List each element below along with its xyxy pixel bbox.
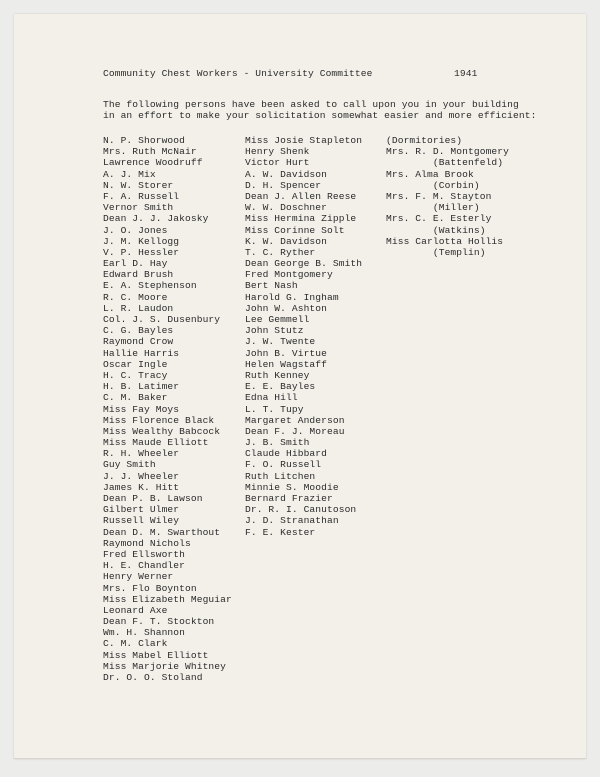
name-entry: Lee Gemmell (245, 314, 310, 325)
name-entry: W. W. Doschner (245, 202, 328, 214)
name-entry: Dean F. T. Stockton (103, 616, 215, 628)
name-entry: T. C. Ryther (245, 246, 316, 258)
name-entry: Miss Carlotta Hollis (386, 235, 504, 247)
name-entry: Henry Shenk (245, 146, 310, 158)
name-entry: Leonard Axe (103, 604, 168, 616)
name-entry: F. E. Kester (245, 526, 316, 538)
name-entry: Mrs. R. D. Montgomery (386, 146, 510, 158)
name-entry: Harold G. Ingham (245, 291, 339, 303)
name-entry: Gilbert Ulmer (103, 504, 180, 516)
name-entry: (Templin) (386, 246, 486, 258)
document-page (14, 14, 586, 759)
name-entry: Dean J. Allen Reese (245, 190, 357, 202)
name-entry: D. H. Spencer (245, 179, 322, 191)
name-entry: Margaret Anderson (245, 414, 345, 426)
name-entry: L. T. Tupy (245, 403, 304, 415)
name-entry: Dean George B. Smith (245, 258, 363, 270)
name-entry: Ruth Litchen (245, 470, 316, 482)
name-entry: Miss Maude Elliott (103, 437, 209, 449)
name-entry: (Dormitories) (386, 135, 463, 146)
name-entry: Mrs. F. M. Stayton (386, 190, 492, 202)
intro-line: The following persons have been asked to call upon you in your building (103, 99, 519, 110)
name-entry: C. M. Baker (103, 392, 168, 404)
name-entry: J. B. Smith (245, 437, 310, 449)
name-entry: Minnie S. Moodie (245, 481, 339, 493)
name-entry: Lawrence Woodruff (103, 157, 203, 169)
name-entry: Miss Hermina Zipple (245, 213, 357, 225)
document-year: 1941 (454, 68, 478, 79)
name-entry: Hallie Harris (103, 347, 180, 359)
name-entry: Dean P. B. Lawson (103, 493, 203, 504)
name-entry: Henry Werner (103, 571, 174, 583)
name-entry: A. W. Davidson (245, 168, 328, 180)
name-entry: John B. Virtue (245, 347, 328, 359)
name-entry: J. W. Twente (245, 336, 316, 348)
name-entry: N. P. Shorwood (103, 135, 186, 146)
name-entry: K. W. Davidson (245, 235, 328, 247)
name-entry: Victor Hurt (245, 157, 310, 169)
name-entry: Miss Corinne Solt (245, 224, 345, 236)
name-entry: Dean F. J. Moreau (245, 425, 345, 437)
name-entry: John W. Ashton (245, 302, 328, 314)
name-entry: Claude Hibbard (245, 448, 328, 460)
name-entry: R. H. Wheeler (103, 448, 180, 460)
name-entry: Guy Smith (103, 459, 156, 471)
name-entry: Col. J. S. Dusenbury (103, 314, 221, 325)
name-entry: H. C. Tracy (103, 369, 168, 381)
document-header: Community Chest Workers - University Committee (103, 68, 373, 79)
name-entry: F. A. Russell (103, 190, 180, 202)
name-entry: Miss Mabel Elliott (103, 649, 209, 661)
name-entry: James K. Hitt (103, 481, 180, 493)
name-entry: H. B. Latimer (103, 381, 180, 393)
name-entry: Miss Fay Moys (103, 403, 180, 415)
name-entry: Dr. O. O. Stoland (103, 672, 203, 683)
name-entry: Earl D. Hay (103, 258, 168, 270)
name-entry: E. E. Bayles (245, 381, 316, 393)
name-column-3 (386, 135, 509, 258)
name-entry: Mrs. Ruth McNair (103, 146, 197, 158)
name-entry: C. G. Bayles (103, 325, 174, 337)
name-entry: Mrs. C. E. Esterly (386, 213, 492, 225)
name-entry: Dean D. M. Swarthout (103, 526, 221, 538)
name-entry: (Corbin) (386, 179, 480, 191)
name-entry: E. A. Stephenson (103, 280, 197, 292)
name-entry: Miss Wealthy Babcock (103, 425, 221, 437)
name-entry: J. J. Wheeler (103, 470, 180, 482)
name-entry: J. M. Kellogg (103, 235, 180, 247)
name-entry: Fred Ellsworth (103, 548, 186, 560)
name-entry: Helen Wagstaff (245, 358, 328, 370)
name-entry: Miss Elizabeth Meguiar (103, 593, 232, 605)
name-entry: Raymond Nichols (103, 537, 191, 549)
name-entry: V. P. Hessler (103, 246, 180, 258)
name-column-2 (245, 135, 362, 538)
name-entry: (Watkins) (386, 224, 486, 236)
name-entry: L. R. Laudon (103, 302, 174, 314)
name-entry: Dean J. J. Jakosky (103, 213, 209, 225)
name-entry: A. J. Mix (103, 168, 156, 180)
name-entry: Edna Hill (245, 392, 298, 404)
name-entry: Edward Brush (103, 269, 174, 281)
name-entry: John Stutz (245, 325, 304, 337)
name-entry: J. D. Stranathan (245, 515, 339, 527)
name-entry: N. W. Storer (103, 179, 174, 191)
name-entry: R. C. Moore (103, 291, 168, 303)
name-entry: Russell Wiley (103, 515, 180, 527)
name-entry: Miss Marjorie Whitney (103, 660, 227, 672)
name-entry: Mrs. Alma Brook (386, 168, 474, 180)
name-entry: Wm. H. Shannon (103, 627, 186, 639)
name-entry: Mrs. Flo Boynton (103, 582, 197, 594)
name-entry: Bernard Frazier (245, 493, 333, 504)
name-entry: (Miller) (386, 202, 480, 214)
name-entry: Raymond Crow (103, 336, 174, 348)
name-entry: Miss Josie Stapleton (245, 135, 363, 146)
name-entry: C. M. Clark (103, 638, 168, 650)
name-entry: Bert Nash (245, 280, 298, 292)
name-entry: Ruth Kenney (245, 369, 310, 381)
intro-paragraph (103, 99, 563, 121)
name-entry: Oscar Ingle (103, 358, 168, 370)
name-entry: Dr. R. I. Canutoson (245, 504, 357, 516)
name-entry: F. O. Russell (245, 459, 322, 471)
name-entry: (Battenfeld) (386, 157, 504, 169)
name-entry: J. O. Jones (103, 224, 168, 236)
name-entry: Miss Florence Black (103, 414, 215, 426)
page-edge (14, 758, 586, 759)
name-entry: Fred Montgomery (245, 269, 333, 281)
intro-line: in an effort to make your solicitation somewhat easier and more efficient: (103, 110, 537, 122)
name-entry: H. E. Chandler (103, 560, 186, 572)
name-entry: Vernor Smith (103, 202, 174, 214)
name-column-1 (103, 135, 232, 683)
